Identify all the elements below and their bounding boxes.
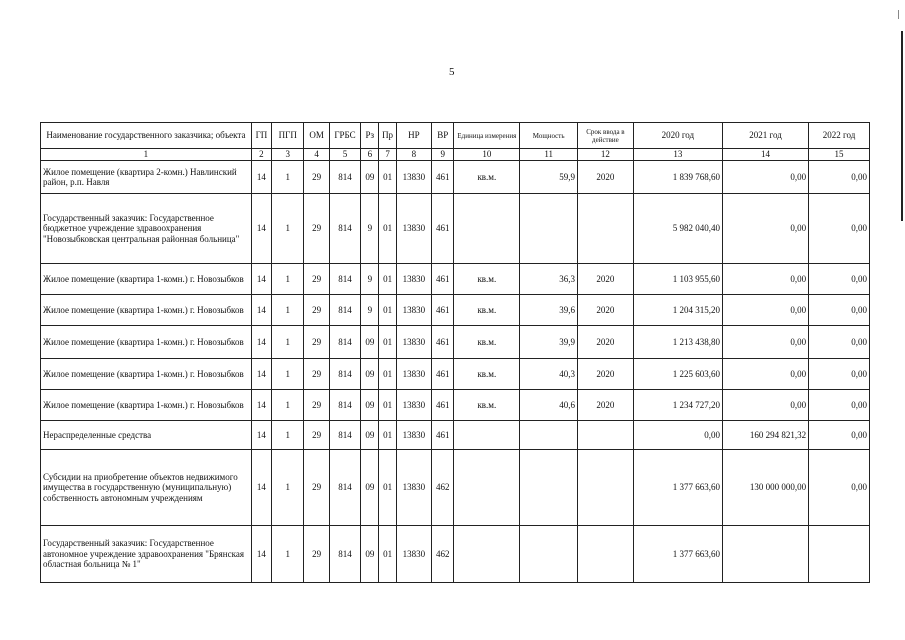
unit-cell: кв.м. [454,390,520,421]
column-number: 9 [432,149,454,161]
nr-cell: 13830 [396,390,431,421]
nr-cell: 13830 [396,326,431,359]
amount-2021-cell [722,526,808,583]
capacity-cell [520,421,578,450]
grbs-cell: 814 [329,526,360,583]
vr-cell: 462 [432,450,454,526]
amount-2021-cell: 0,00 [722,264,808,295]
unit-cell: кв.м. [454,359,520,390]
gp-cell: 14 [251,390,271,421]
nr-cell: 13830 [396,161,431,194]
nr-cell: 13830 [396,526,431,583]
term-cell: 2020 [578,390,634,421]
table-row [41,264,870,295]
amount-2021-cell: 0,00 [722,359,808,390]
term-cell [578,421,634,450]
amount-2022-cell: 0,00 [809,264,870,295]
amount-2021-cell: 0,00 [722,295,808,326]
header-name: Наименование государственного заказчика; объекта [41,123,252,149]
capacity-cell: 39,9 [520,326,578,359]
gp-cell: 14 [251,526,271,583]
grbs-cell: 814 [329,161,360,194]
grbs-cell: 814 [329,390,360,421]
pgp-cell: 1 [272,194,304,264]
table-row [41,390,870,421]
amount-2020-cell: 1 839 768,60 [633,161,722,194]
row-name-cell: Жилое помещение (квартира 1-комн.) г. Новозыбков [41,326,252,359]
grbs-cell: 814 [329,194,360,264]
table-row [41,194,870,264]
header-rz: Рз [361,123,379,149]
column-number: 6 [361,149,379,161]
unit-cell [454,450,520,526]
term-cell: 2020 [578,359,634,390]
term-cell: 2020 [578,264,634,295]
capacity-cell: 59,9 [520,161,578,194]
gp-cell: 14 [251,194,271,264]
pgp-cell: 1 [272,359,304,390]
nr-cell: 13830 [396,295,431,326]
grbs-cell: 814 [329,421,360,450]
amount-2022-cell: 0,00 [809,194,870,264]
amount-2020-cell: 1 225 603,60 [633,359,722,390]
om-cell: 29 [304,194,329,264]
capacity-cell: 36,3 [520,264,578,295]
column-number: 15 [809,149,870,161]
column-number: 7 [379,149,396,161]
unit-cell: кв.м. [454,326,520,359]
table-row [41,359,870,390]
header-2022: 2022 год [809,123,870,149]
header-2021: 2021 год [722,123,808,149]
amount-2022-cell: 0,00 [809,450,870,526]
pgp-cell: 1 [272,526,304,583]
om-cell: 29 [304,450,329,526]
rz-cell: 09 [361,450,379,526]
column-number: 5 [329,149,360,161]
vr-cell: 461 [432,194,454,264]
amount-2020-cell: 1 103 955,60 [633,264,722,295]
row-name-cell: Жилое помещение (квартира 2-комн.) Навлинский район, р.п. Навля [41,161,252,194]
column-number-row [41,149,870,161]
budget-table [40,122,870,583]
amount-2020-cell: 0,00 [633,421,722,450]
amount-2021-cell: 0,00 [722,161,808,194]
column-number: 8 [396,149,431,161]
vr-cell: 461 [432,326,454,359]
pr-cell: 01 [379,421,396,450]
rz-cell: 9 [361,295,379,326]
row-name-cell: Субсидии на приобретение объектов недвижимого имущества в государственную (муниципальную) собственность автономным учреждениям [41,450,252,526]
grbs-cell: 814 [329,326,360,359]
amount-2021-cell: 0,00 [722,390,808,421]
gp-cell: 14 [251,161,271,194]
nr-cell: 13830 [396,450,431,526]
rz-cell: 09 [361,421,379,450]
column-number: 14 [722,149,808,161]
amount-2021-cell: 0,00 [722,326,808,359]
header-grbs: ГРБС [329,123,360,149]
pr-cell: 01 [379,194,396,264]
vr-cell: 461 [432,390,454,421]
rz-cell: 09 [361,390,379,421]
edge-tick [898,10,899,19]
amount-2022-cell: 0,00 [809,390,870,421]
term-cell [578,194,634,264]
pgp-cell: 1 [272,390,304,421]
amount-2022-cell: 0,00 [809,421,870,450]
capacity-cell: 40,6 [520,390,578,421]
row-name-cell: Жилое помещение (квартира 1-комн.) г. Новозыбков [41,390,252,421]
row-name-cell: Государственный заказчик: Государственное бюджетное учреждение здравоохранения "Новозыбковская центральная районная больница" [41,194,252,264]
capacity-cell [520,450,578,526]
gp-cell: 14 [251,450,271,526]
pgp-cell: 1 [272,450,304,526]
amount-2021-cell: 160 294 821,32 [722,421,808,450]
pgp-cell: 1 [272,161,304,194]
header-term: Срок ввода в действие [578,123,634,149]
capacity-cell: 40,3 [520,359,578,390]
column-number: 3 [272,149,304,161]
om-cell: 29 [304,359,329,390]
term-cell [578,526,634,583]
unit-cell: кв.м. [454,161,520,194]
amount-2022-cell [809,526,870,583]
rz-cell: 09 [361,161,379,194]
header-gp: ГП [251,123,271,149]
gp-cell: 14 [251,264,271,295]
unit-cell [454,421,520,450]
page-number: 5 [449,66,455,78]
column-number: 11 [520,149,578,161]
amount-2022-cell: 0,00 [809,326,870,359]
gp-cell: 14 [251,359,271,390]
column-number: 10 [454,149,520,161]
pr-cell: 01 [379,295,396,326]
nr-cell: 13830 [396,264,431,295]
unit-cell: кв.м. [454,264,520,295]
pr-cell: 01 [379,161,396,194]
unit-cell [454,526,520,583]
rz-cell: 9 [361,194,379,264]
pgp-cell: 1 [272,326,304,359]
rz-cell: 09 [361,359,379,390]
table-row [41,295,870,326]
column-number: 4 [304,149,329,161]
term-cell: 2020 [578,326,634,359]
amount-2021-cell: 0,00 [722,194,808,264]
edge-mark [901,31,903,221]
table-body [41,161,870,583]
table-row [41,326,870,359]
term-cell: 2020 [578,295,634,326]
row-name-cell: Нераспределенные средства [41,421,252,450]
unit-cell [454,194,520,264]
amount-2020-cell: 1 213 438,80 [633,326,722,359]
header-capacity: Мощность [520,123,578,149]
vr-cell: 461 [432,161,454,194]
om-cell: 29 [304,264,329,295]
column-number: 12 [578,149,634,161]
row-name-cell: Жилое помещение (квартира 1-комн.) г. Новозыбков [41,359,252,390]
rz-cell: 09 [361,326,379,359]
rz-cell: 09 [361,526,379,583]
om-cell: 29 [304,390,329,421]
amount-2022-cell: 0,00 [809,295,870,326]
pr-cell: 01 [379,526,396,583]
header-nr: НР [396,123,431,149]
header-pgp: ПГП [272,123,304,149]
unit-cell: кв.м. [454,295,520,326]
pr-cell: 01 [379,359,396,390]
row-name-cell: Жилое помещение (квартира 1-комн.) г. Новозыбков [41,295,252,326]
grbs-cell: 814 [329,359,360,390]
grbs-cell: 814 [329,264,360,295]
om-cell: 29 [304,326,329,359]
term-cell [578,450,634,526]
table-row [41,161,870,194]
pr-cell: 01 [379,390,396,421]
header-pr: Пр [379,123,396,149]
om-cell: 29 [304,295,329,326]
gp-cell: 14 [251,421,271,450]
amount-2020-cell: 1 377 663,60 [633,526,722,583]
capacity-cell [520,194,578,264]
amount-2020-cell: 1 204 315,20 [633,295,722,326]
vr-cell: 461 [432,264,454,295]
amount-2020-cell: 5 982 040,40 [633,194,722,264]
om-cell: 29 [304,161,329,194]
rz-cell: 9 [361,264,379,295]
header-row [41,123,870,149]
nr-cell: 13830 [396,194,431,264]
nr-cell: 13830 [396,359,431,390]
capacity-cell: 39,6 [520,295,578,326]
amount-2022-cell: 0,00 [809,161,870,194]
amount-2022-cell: 0,00 [809,359,870,390]
vr-cell: 461 [432,421,454,450]
om-cell: 29 [304,421,329,450]
amount-2020-cell: 1 234 727,20 [633,390,722,421]
table-row [41,450,870,526]
table-row [41,421,870,450]
pr-cell: 01 [379,264,396,295]
amount-2021-cell: 130 000 000,00 [722,450,808,526]
capacity-cell [520,526,578,583]
header-om: ОМ [304,123,329,149]
term-cell: 2020 [578,161,634,194]
row-name-cell: Жилое помещение (квартира 1-комн.) г. Новозыбков [41,264,252,295]
row-name-cell: Государственный заказчик: Государственное автономное учреждение здравоохранения "Брянская областная больница № 1" [41,526,252,583]
column-number: 1 [41,149,252,161]
pr-cell: 01 [379,326,396,359]
column-number: 2 [251,149,271,161]
pgp-cell: 1 [272,264,304,295]
gp-cell: 14 [251,295,271,326]
table-row [41,526,870,583]
gp-cell: 14 [251,326,271,359]
header-2020: 2020 год [633,123,722,149]
om-cell: 29 [304,526,329,583]
vr-cell: 461 [432,295,454,326]
grbs-cell: 814 [329,450,360,526]
grbs-cell: 814 [329,295,360,326]
header-unit: Единица измерения [454,123,520,149]
amount-2020-cell: 1 377 663,60 [633,450,722,526]
pr-cell: 01 [379,450,396,526]
pgp-cell: 1 [272,421,304,450]
vr-cell: 461 [432,359,454,390]
pgp-cell: 1 [272,295,304,326]
nr-cell: 13830 [396,421,431,450]
column-number: 13 [633,149,722,161]
header-vr: ВР [432,123,454,149]
vr-cell: 462 [432,526,454,583]
